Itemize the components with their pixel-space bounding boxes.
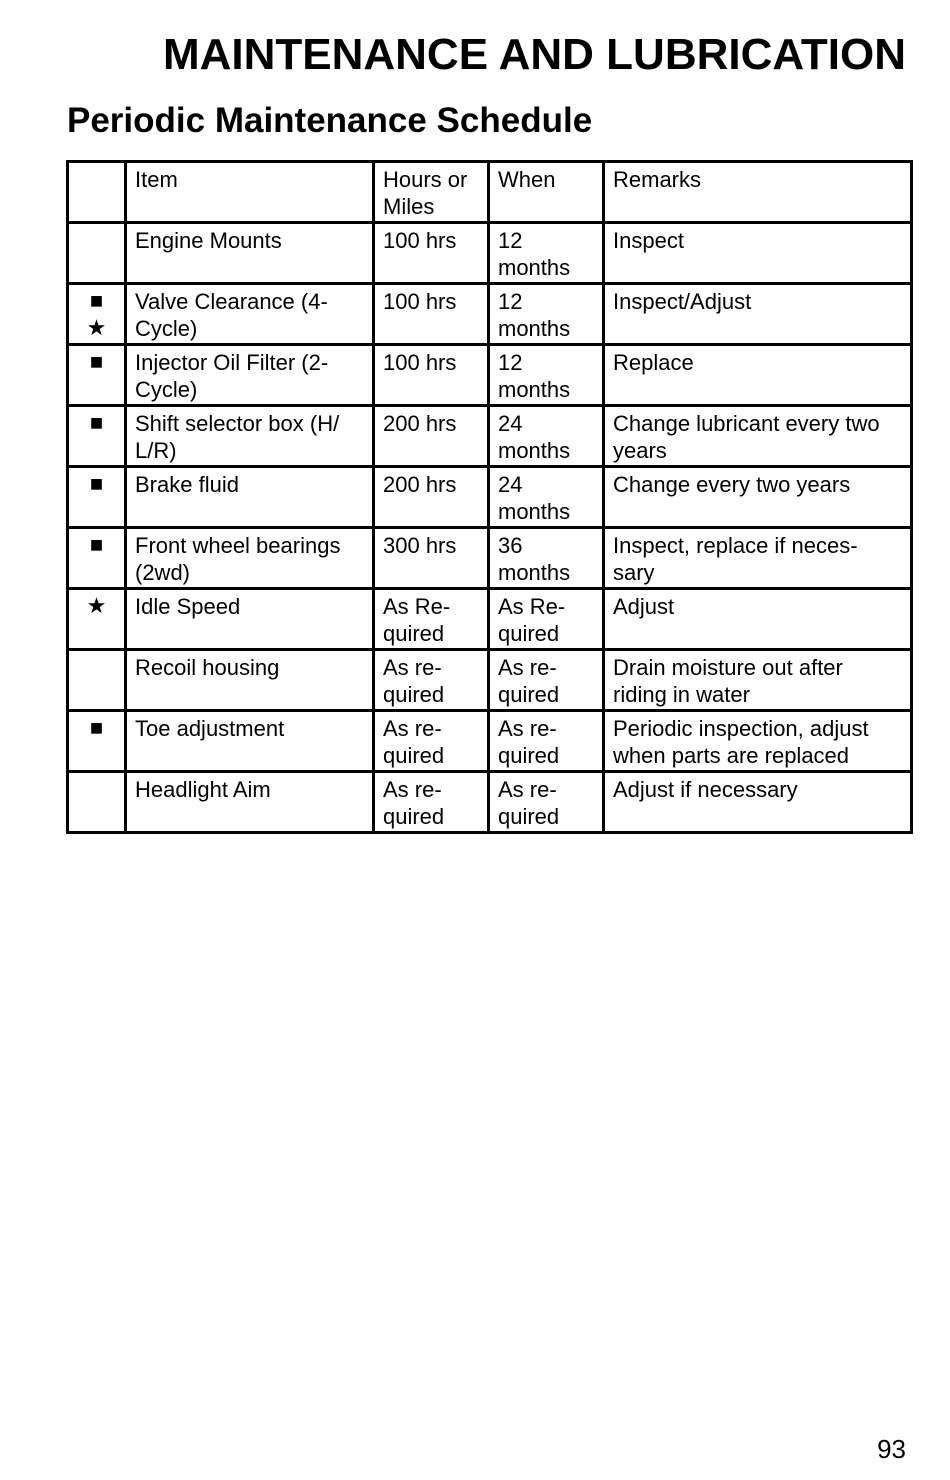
table-row: [68, 772, 912, 833]
remarks-cell: Drain moisture out after riding in water: [604, 650, 912, 711]
hours-cell: 200 hrs: [374, 406, 489, 467]
table-row: [68, 223, 912, 284]
remarks-cell: Inspect: [604, 223, 912, 284]
when-cell: 12 months: [489, 284, 604, 345]
item-cell: Valve Clearance (4-Cycle): [126, 284, 374, 345]
header-hours: Hours or Miles: [374, 162, 489, 223]
remarks-cell: Periodic inspection, adjust when parts are replaced: [604, 711, 912, 772]
header-remarks: Remarks: [604, 162, 912, 223]
item-cell: Shift selector box (H/ L/R): [126, 406, 374, 467]
star-icon: ★: [86, 593, 107, 618]
page-subtitle: Periodic Maintenance Schedule: [67, 101, 593, 140]
square-icon: ■: [89, 715, 104, 740]
hours-cell: As re- quired: [374, 772, 489, 833]
symbol-cell: [68, 345, 126, 406]
hours-cell: 300 hrs: [374, 528, 489, 589]
when-cell: As Re- quired: [489, 589, 604, 650]
square-icon: ■: [89, 410, 104, 435]
item-cell: Front wheel bearings (2wd): [126, 528, 374, 589]
table-header-row: [68, 162, 912, 223]
page-number: 93: [877, 1434, 906, 1464]
square-icon: ■: [89, 471, 104, 496]
hours-cell: As re- quired: [374, 650, 489, 711]
symbol-cell: [68, 711, 126, 772]
item-cell: Idle Speed: [126, 589, 374, 650]
item-cell: Engine Mounts: [126, 223, 374, 284]
table-row: [68, 467, 912, 528]
table-row: [68, 650, 912, 711]
symbol-cell: [68, 467, 126, 528]
hours-cell: As re- quired: [374, 711, 489, 772]
square-icon: ■: [89, 288, 104, 313]
table-row: [68, 284, 912, 345]
symbol-cell: [68, 223, 126, 284]
symbol-cell: [68, 650, 126, 711]
hours-cell: 100 hrs: [374, 223, 489, 284]
table-row: [68, 345, 912, 406]
item-cell: Injector Oil Filter (2-Cycle): [126, 345, 374, 406]
maintenance-schedule-table: [66, 160, 913, 834]
remarks-cell: Adjust if necessary: [604, 772, 912, 833]
square-icon: ■: [89, 532, 104, 557]
hours-cell: 100 hrs: [374, 345, 489, 406]
remarks-cell: Inspect/Adjust: [604, 284, 912, 345]
hours-cell: 200 hrs: [374, 467, 489, 528]
remarks-cell: Change lubricant every two years: [604, 406, 912, 467]
remarks-cell: Change every two years: [604, 467, 912, 528]
item-cell: Recoil housing: [126, 650, 374, 711]
symbol-cell: [68, 589, 126, 650]
item-cell: Headlight Aim: [126, 772, 374, 833]
remarks-cell: Replace: [604, 345, 912, 406]
header-symbol: [68, 162, 126, 223]
when-cell: As re- quired: [489, 711, 604, 772]
symbol-cell: [68, 772, 126, 833]
symbol-cell: [68, 528, 126, 589]
when-cell: As re- quired: [489, 650, 604, 711]
when-cell: 12 months: [489, 345, 604, 406]
remarks-cell: Inspect, replace if neces- sary: [604, 528, 912, 589]
section-title: MAINTENANCE AND LUBRICATION: [162, 30, 906, 79]
table-row: [68, 711, 912, 772]
header-when: When: [489, 162, 604, 223]
item-cell: Brake fluid: [126, 467, 374, 528]
hours-cell: As Re- quired: [374, 589, 489, 650]
remarks-cell: Adjust: [604, 589, 912, 650]
symbol-cell: [68, 284, 126, 345]
when-cell: As re- quired: [489, 772, 604, 833]
when-cell: 36 months: [489, 528, 604, 589]
table-row: [68, 589, 912, 650]
table-body: [68, 223, 912, 833]
symbol-cell: [68, 406, 126, 467]
header-item: Item: [126, 162, 374, 223]
when-cell: 24 months: [489, 406, 604, 467]
star-icon: ★: [86, 315, 107, 340]
when-cell: 12 months: [489, 223, 604, 284]
when-cell: 24 months: [489, 467, 604, 528]
square-icon: ■: [89, 349, 104, 374]
item-cell: Toe adjustment: [126, 711, 374, 772]
table-row: [68, 528, 912, 589]
hours-cell: 100 hrs: [374, 284, 489, 345]
table-row: [68, 406, 912, 467]
